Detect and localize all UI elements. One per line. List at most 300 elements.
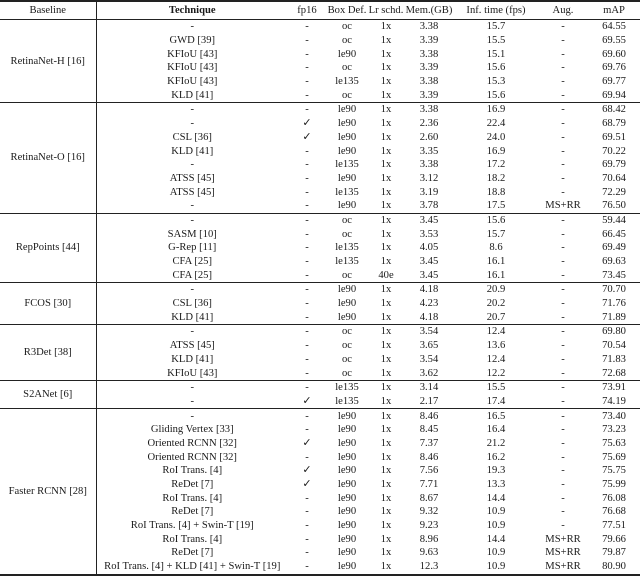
mem-cell: 3.14 xyxy=(404,380,454,394)
table-row xyxy=(0,117,640,131)
table-row xyxy=(0,185,640,199)
aug-cell: - xyxy=(561,353,565,365)
box-def-cell: oc xyxy=(342,21,352,33)
aug-cell: - xyxy=(561,492,565,504)
map-cell: 77.51 xyxy=(602,520,626,532)
aug-cell: - xyxy=(561,89,565,101)
fp16-cell: - xyxy=(305,256,309,268)
table-row xyxy=(0,339,640,353)
box-def-cell: oc xyxy=(342,269,352,281)
aug-cell: - xyxy=(561,131,565,143)
lr-schd-cell: 1x xyxy=(368,380,404,394)
aug-cell: - xyxy=(561,269,565,281)
lr-schd-cell: 1x xyxy=(380,159,392,171)
box-def-cell: le90 xyxy=(326,103,368,117)
box-def-cell: le135 xyxy=(326,380,368,394)
mem-cell: 3.38 xyxy=(419,48,439,60)
fp16-cell: - xyxy=(305,159,309,171)
box-def-cell: oc xyxy=(326,325,368,339)
table-row xyxy=(0,103,640,117)
technique-cell: - xyxy=(190,118,195,130)
fp16-cell: ✓ xyxy=(302,130,312,143)
mem-cell: 3.38 xyxy=(404,103,454,117)
map-cell: 69.55 xyxy=(602,35,626,47)
table-row xyxy=(0,437,640,451)
box-def-cell: le90 xyxy=(337,520,357,532)
technique-cell: - xyxy=(96,283,288,297)
box-def-cell: le135 xyxy=(335,76,359,88)
table-header xyxy=(0,1,640,20)
table-row xyxy=(0,423,640,437)
box-def-cell: oc xyxy=(342,89,352,101)
aug-cell: - xyxy=(561,62,565,74)
mem-cell: 3.54 xyxy=(404,325,454,339)
inf-time-cell: 15.5 xyxy=(454,380,538,394)
mem-cell: 3.19 xyxy=(419,186,439,198)
table-row xyxy=(0,310,640,324)
mem-cell: 3.45 xyxy=(419,269,439,281)
technique-cell: CSL [36] xyxy=(172,298,212,310)
fp16-cell: - xyxy=(305,298,309,310)
technique-cell: G-Rep [11] xyxy=(168,242,217,254)
inf-time-cell: 18.8 xyxy=(486,186,506,198)
table-row xyxy=(0,172,640,186)
map-cell: 76.50 xyxy=(602,200,626,212)
lr-schd-cell: 1x xyxy=(380,311,392,323)
inf-time-cell: 10.9 xyxy=(486,506,506,518)
lr-schd-cell: 1x xyxy=(380,367,392,379)
map-cell: 71.83 xyxy=(602,353,626,365)
lr-schd-cell: 1x xyxy=(380,172,392,184)
table-row xyxy=(0,75,640,89)
box-def-cell: le90 xyxy=(337,118,357,130)
fp16-cell: - xyxy=(305,340,309,352)
mem-cell: 3.53 xyxy=(419,228,439,240)
aug-cell: - xyxy=(561,311,565,323)
box-def-cell: le90 xyxy=(337,200,357,212)
lr-schd-cell: 1x xyxy=(380,547,392,559)
baseline-cell: R3Det [38] xyxy=(0,325,96,381)
technique-cell: KFIoU [43] xyxy=(167,367,218,379)
map-cell: 71.76 xyxy=(602,298,626,310)
map-cell: 68.79 xyxy=(602,118,626,130)
technique-cell: CSL [36] xyxy=(172,131,212,143)
mem-cell: 3.45 xyxy=(404,213,454,227)
mem-cell: 3.39 xyxy=(419,62,439,74)
technique-cell: ReDet [7] xyxy=(171,547,214,559)
mem-cell: 8.67 xyxy=(419,492,439,504)
inf-time-cell: 15.6 xyxy=(454,213,538,227)
header-mem: Mem.(GB) xyxy=(404,1,454,20)
table-row xyxy=(0,395,640,409)
aug-cell: - xyxy=(538,325,588,339)
technique-cell: KFIoU [43] xyxy=(167,48,218,60)
map-cell: 70.54 xyxy=(602,340,626,352)
map-cell: 69.49 xyxy=(602,242,626,254)
header-lr-schd: Lr schd. xyxy=(368,1,404,20)
technique-cell: RoI Trans. [4] + Swin-T [19] xyxy=(130,520,254,532)
technique-cell: RoI Trans. [4] xyxy=(162,465,223,477)
technique-cell: ATSS [45] xyxy=(169,340,215,352)
aug-cell: - xyxy=(561,172,565,184)
aug-cell: - xyxy=(538,380,588,394)
header-map: mAP xyxy=(588,1,640,20)
mem-cell: 3.45 xyxy=(419,256,439,268)
table-row xyxy=(0,241,640,255)
technique-cell: - xyxy=(96,325,288,339)
aug-cell: - xyxy=(561,228,565,240)
fp16-cell: - xyxy=(305,145,309,157)
mem-cell: 9.23 xyxy=(419,520,439,532)
box-def-cell: le90 xyxy=(337,451,357,463)
technique-cell: ReDet [7] xyxy=(171,506,214,518)
mem-cell: 3.38 xyxy=(419,159,439,171)
map-cell: 76.08 xyxy=(602,492,626,504)
map-cell: 76.68 xyxy=(602,506,626,518)
technique-cell: ATSS [45] xyxy=(169,172,215,184)
map-cell: 79.66 xyxy=(602,533,626,545)
table-row xyxy=(0,450,640,464)
technique-cell: - xyxy=(96,103,288,117)
mem-cell: 7.71 xyxy=(419,479,439,491)
inf-time-cell: 12.2 xyxy=(486,367,506,379)
technique-cell: ReDet [7] xyxy=(171,479,214,491)
technique-cell: - xyxy=(190,395,195,407)
mem-cell: 3.54 xyxy=(419,353,439,365)
map-cell: 72.29 xyxy=(602,186,626,198)
mem-cell: 8.96 xyxy=(419,533,439,545)
aug-cell: - xyxy=(561,367,565,379)
mem-cell: 4.18 xyxy=(419,311,439,323)
fp16-cell: - xyxy=(305,186,309,198)
inf-time-cell: 13.6 xyxy=(486,340,506,352)
technique-cell: KLD [41] xyxy=(171,353,214,365)
box-def-cell: le90 xyxy=(337,48,357,60)
inf-time-cell: 10.9 xyxy=(486,547,506,559)
technique-cell: KLD [41] xyxy=(171,89,214,101)
mem-cell: 4.23 xyxy=(419,298,439,310)
fp16-cell: ✓ xyxy=(302,436,312,449)
mem-cell: 4.18 xyxy=(404,283,454,297)
mem-cell: 3.39 xyxy=(419,35,439,47)
table-row xyxy=(0,61,640,75)
inf-time-cell: 16.1 xyxy=(486,256,506,268)
header-baseline: Baseline xyxy=(0,1,96,20)
inf-time-cell: 12.4 xyxy=(454,325,538,339)
mem-cell: 3.38 xyxy=(419,21,439,33)
inf-time-cell: 15.7 xyxy=(486,228,506,240)
map-cell: 69.51 xyxy=(602,131,626,143)
table-row xyxy=(0,366,640,380)
baseline-cell: RetinaNet-H [16] xyxy=(0,20,96,103)
fp16-cell: - xyxy=(305,242,309,254)
table-row xyxy=(0,131,640,145)
lr-schd-cell: 1x xyxy=(368,103,404,117)
map-cell: 74.19 xyxy=(602,395,626,407)
header-inf-time: Inf. time (fps) xyxy=(454,1,538,20)
lr-schd-cell: 1x xyxy=(380,298,392,310)
table-row xyxy=(0,158,640,172)
inf-time-cell: 10.9 xyxy=(454,560,538,575)
table-row xyxy=(0,34,640,48)
fp16-cell: - xyxy=(288,103,326,117)
fp16-cell: - xyxy=(288,380,326,394)
map-cell: 69.76 xyxy=(602,62,626,74)
table-row xyxy=(0,546,640,560)
table-row xyxy=(0,532,640,546)
fp16-cell: - xyxy=(305,76,309,88)
aug-cell: - xyxy=(561,186,565,198)
lr-schd-cell: 1x xyxy=(380,353,392,365)
map-cell: 79.87 xyxy=(602,547,626,559)
fp16-cell: - xyxy=(305,200,309,212)
table-row xyxy=(0,283,640,297)
mem-cell: 3.78 xyxy=(419,200,439,212)
fp16-cell: - xyxy=(305,89,309,101)
baseline-cell: Faster RCNN [28] xyxy=(0,409,96,575)
table-row xyxy=(0,505,640,519)
lr-schd-cell: 1x xyxy=(380,506,392,518)
baseline-cell: S2ANet [6] xyxy=(0,380,96,408)
fp16-cell: - xyxy=(305,424,309,436)
lr-schd-cell: 1x xyxy=(380,520,392,532)
table-row xyxy=(0,560,640,575)
fp16-cell: - xyxy=(305,269,309,281)
inf-time-cell: 12.4 xyxy=(486,353,506,365)
box-def-cell: le90 xyxy=(337,437,357,449)
map-cell: 68.42 xyxy=(588,103,640,117)
inf-time-cell: 20.7 xyxy=(486,311,506,323)
box-def-cell: le90 xyxy=(337,479,357,491)
map-cell: 72.68 xyxy=(602,367,626,379)
baseline-cell: RepPoints [44] xyxy=(0,213,96,282)
table-row xyxy=(0,491,640,505)
map-cell: 69.77 xyxy=(602,76,626,88)
technique-cell: - xyxy=(190,21,195,33)
map-cell: 73.45 xyxy=(602,269,626,281)
aug-cell: MS+RR xyxy=(545,200,581,212)
lr-schd-cell: 1x xyxy=(380,21,392,33)
aug-cell: - xyxy=(561,298,565,310)
map-cell: 73.91 xyxy=(588,380,640,394)
aug-cell: - xyxy=(561,437,565,449)
technique-cell: - xyxy=(190,159,195,171)
table-row xyxy=(0,297,640,311)
map-cell: 69.63 xyxy=(602,256,626,268)
aug-cell: - xyxy=(538,213,588,227)
box-def-cell: le90 xyxy=(337,506,357,518)
aug-cell: - xyxy=(561,395,565,407)
box-def-cell: le90 xyxy=(337,145,357,157)
lr-schd-cell: 1x xyxy=(380,492,392,504)
fp16-cell: - xyxy=(288,325,326,339)
technique-cell: CFA [25] xyxy=(172,256,213,268)
technique-cell: - xyxy=(190,200,195,212)
box-def-cell: le135 xyxy=(335,186,359,198)
technique-cell: KLD [41] xyxy=(171,145,214,157)
fp16-cell: - xyxy=(305,367,309,379)
lr-schd-cell: 1x xyxy=(380,76,392,88)
mem-cell: 9.63 xyxy=(419,547,439,559)
technique-cell: Gliding Vertex [33] xyxy=(150,424,234,436)
fp16-cell: ✓ xyxy=(302,464,312,477)
table-row xyxy=(0,325,640,339)
inf-time-cell: 15.7 xyxy=(486,21,506,33)
lr-schd-cell: 1x xyxy=(380,228,392,240)
mem-cell: 3.12 xyxy=(419,172,439,184)
lr-schd-cell: 1x xyxy=(368,283,404,297)
box-def-cell: le90 xyxy=(337,131,357,143)
table-row xyxy=(0,478,640,492)
box-def-cell: le90 xyxy=(326,409,368,423)
technique-cell: RoI Trans. [4] xyxy=(162,533,223,545)
box-def-cell: le90 xyxy=(337,492,357,504)
table-row xyxy=(0,20,640,34)
technique-cell: CFA [25] xyxy=(172,269,213,281)
mem-cell: 3.39 xyxy=(419,89,439,101)
aug-cell: - xyxy=(561,506,565,518)
aug-cell: - xyxy=(561,21,565,33)
table-row xyxy=(0,409,640,423)
map-cell: 75.99 xyxy=(602,479,626,491)
map-cell: 73.23 xyxy=(602,424,626,436)
mem-cell: 9.32 xyxy=(419,506,439,518)
aug-cell: - xyxy=(561,340,565,352)
aug-cell: - xyxy=(561,118,565,130)
inf-time-cell: 8.6 xyxy=(489,242,503,254)
fp16-cell: - xyxy=(288,409,326,423)
fp16-cell: - xyxy=(305,533,309,545)
aug-cell: - xyxy=(538,283,588,297)
technique-cell: Oriented RCNN [32] xyxy=(147,451,237,463)
lr-schd-cell: 1x xyxy=(380,437,392,449)
box-def-cell: le90 xyxy=(326,560,368,575)
mem-cell: 3.62 xyxy=(419,367,439,379)
inf-time-cell: 15.6 xyxy=(486,62,506,74)
table-row xyxy=(0,47,640,61)
inf-time-cell: 20.2 xyxy=(486,298,506,310)
map-cell: 69.94 xyxy=(602,89,626,101)
inf-time-cell: 16.1 xyxy=(486,269,506,281)
inf-time-cell: 15.3 xyxy=(486,76,506,88)
header-technique: Technique xyxy=(96,1,288,20)
fp16-cell: - xyxy=(305,35,309,47)
inf-time-cell: 20.9 xyxy=(454,283,538,297)
fp16-cell: - xyxy=(305,547,309,559)
box-def-cell: le90 xyxy=(337,547,357,559)
inf-time-cell: 16.9 xyxy=(454,103,538,117)
technique-cell: RoI Trans. [4] xyxy=(162,492,223,504)
technique-cell: - xyxy=(96,380,288,394)
aug-cell: - xyxy=(561,256,565,268)
lr-schd-cell: 1x xyxy=(380,186,392,198)
mem-cell: 7.56 xyxy=(419,465,439,477)
map-cell: 66.45 xyxy=(602,228,626,240)
table-body xyxy=(0,20,640,575)
mem-cell: 3.65 xyxy=(419,340,439,352)
box-def-cell: le90 xyxy=(337,311,357,323)
inf-time-cell: 16.2 xyxy=(486,451,506,463)
lr-schd-cell: 1x xyxy=(380,424,392,436)
lr-schd-cell: 1x xyxy=(380,131,392,143)
map-cell: 70.70 xyxy=(588,283,640,297)
map-cell: 70.22 xyxy=(602,145,626,157)
aug-cell: - xyxy=(561,242,565,254)
lr-schd-cell: 1x xyxy=(380,89,392,101)
map-cell: 75.75 xyxy=(602,465,626,477)
table-row xyxy=(0,464,640,478)
aug-cell: - xyxy=(561,48,565,60)
lr-schd-cell: 1x xyxy=(368,409,404,423)
map-cell: 69.80 xyxy=(588,325,640,339)
mem-cell: 4.05 xyxy=(419,242,439,254)
technique-cell: - xyxy=(96,213,288,227)
box-def-cell: oc xyxy=(342,340,352,352)
table-row xyxy=(0,255,640,269)
box-def-cell: le90 xyxy=(337,424,357,436)
box-def-cell: oc xyxy=(342,62,352,74)
mem-cell: 2.17 xyxy=(419,395,439,407)
baseline-cell: RetinaNet-O [16] xyxy=(0,103,96,214)
table-row xyxy=(0,199,640,213)
technique-cell: KFIoU [43] xyxy=(167,62,218,74)
fp16-cell: - xyxy=(305,172,309,184)
fp16-cell: - xyxy=(305,520,309,532)
box-def-cell: oc xyxy=(342,228,352,240)
aug-cell: - xyxy=(561,451,565,463)
fp16-cell: - xyxy=(305,492,309,504)
header-box-def: Box Def. xyxy=(326,1,368,20)
aug-cell: - xyxy=(561,479,565,491)
box-def-cell: le90 xyxy=(337,172,357,184)
map-cell: 80.90 xyxy=(588,560,640,575)
box-def-cell: oc xyxy=(326,213,368,227)
aug-cell: - xyxy=(561,76,565,88)
aug-cell: - xyxy=(561,145,565,157)
box-def-cell: oc xyxy=(342,353,352,365)
table-row xyxy=(0,213,640,227)
technique-cell: GWD [39] xyxy=(169,35,216,47)
inf-time-cell: 17.2 xyxy=(486,159,506,171)
map-cell: 59.44 xyxy=(588,213,640,227)
box-def-cell: le90 xyxy=(337,465,357,477)
table-row xyxy=(0,144,640,158)
lr-schd-cell: 1x xyxy=(380,479,392,491)
mem-cell: 7.37 xyxy=(419,437,439,449)
header-fp16: fp16 xyxy=(288,1,326,20)
fp16-cell: ✓ xyxy=(302,117,312,130)
lr-schd-cell: 1x xyxy=(380,118,392,130)
mem-cell: 8.45 xyxy=(419,424,439,436)
map-cell: 64.55 xyxy=(602,21,626,33)
aug-cell: - xyxy=(538,103,588,117)
inf-time-cell: 14.4 xyxy=(486,533,506,545)
lr-schd-cell: 1x xyxy=(380,35,392,47)
lr-schd-cell: 1x xyxy=(368,213,404,227)
fp16-cell: - xyxy=(288,560,326,575)
inf-time-cell: 15.1 xyxy=(486,48,506,60)
box-def-cell: le90 xyxy=(337,298,357,310)
aug-cell: MS+RR xyxy=(545,533,581,545)
inf-time-cell: 15.5 xyxy=(486,35,506,47)
inf-time-cell: 22.4 xyxy=(486,118,506,130)
lr-schd-cell: 1x xyxy=(380,256,392,268)
fp16-cell: - xyxy=(305,311,309,323)
box-def-cell: le135 xyxy=(335,159,359,171)
lr-schd-cell: 1x xyxy=(380,200,392,212)
lr-schd-cell: 1x xyxy=(380,145,392,157)
map-cell: 69.60 xyxy=(602,48,626,60)
